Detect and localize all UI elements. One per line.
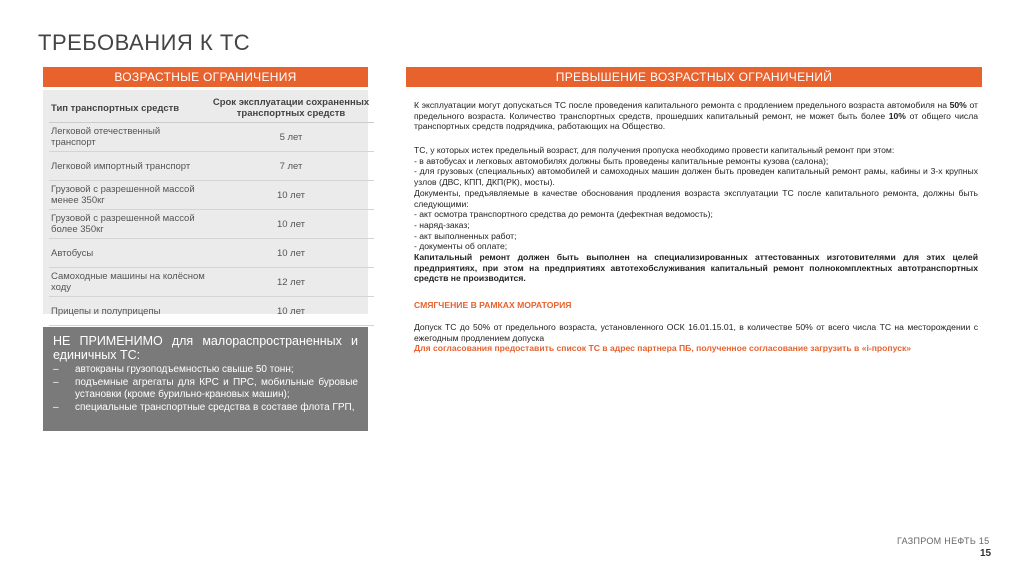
table-cell-type: Самоходные машины на колёсном ходу (49, 268, 208, 297)
text-run: К эксплуатации могут допускаться ТС после проведения капитального ремонта с продлением предельного возраста автомобиля на (414, 100, 950, 110)
text-line: Документы, предъявляемые в качестве обоснования продления возраста эксплуатации ТС после капитального ремонта, должны быть следующими: (414, 187, 978, 209)
text-line: - в автобусах и легковых автомобилях должны быть проведены капитальные ремонты кузова (салона); (414, 155, 829, 166)
list-item-text: автокраны грузоподъемностью свыше 50 тонн; (75, 364, 294, 375)
not-applicable-box (43, 327, 368, 431)
text-run-bold: 10% (888, 110, 906, 121)
text-line: - акт осмотра транспортного средства до ремонта (дефектная ведомость); (414, 209, 713, 220)
table-cell-term: 12 лет (208, 268, 374, 297)
table-cell-term: 7 лет (208, 152, 374, 181)
table-cell-type: Автобусы (49, 239, 208, 268)
text-run-bold: 50% (949, 100, 967, 110)
list-item: – специальные транспортные средства в составе флота ГРП, (53, 401, 355, 413)
moratorium-paragraph (414, 322, 978, 354)
list-item: – автокраны грузоподъемностью свыше 50 тонн; (53, 364, 294, 375)
page-number: 15 (980, 548, 992, 559)
list-item: – подъемные агрегаты для КРС и ПРС, мобильные буровые установки (кроме бурильно-крановых машин); (53, 376, 358, 400)
text-line: - наряд-заказ; (414, 219, 470, 230)
table-header-type: Тип транспортных средств (49, 94, 208, 123)
table-cell-term: 10 лет (208, 239, 374, 268)
table-row (49, 152, 374, 181)
table-cell-term: 10 лет (208, 297, 374, 326)
footer-brand: ГАЗПРОМ НЕФТЬ 15 (897, 536, 990, 546)
approval-instruction: Для согласования предоставить список ТС в адрес партнера ПБ, полученное согласование загрузить в «i-пропуск» (414, 343, 912, 354)
table-header-term: Срок эксплуатации сохраненных транспортных средств (208, 94, 374, 123)
table-cell-term: 10 лет (208, 181, 374, 210)
not-applicable-list (53, 364, 358, 414)
text-line: ТС, у которых истек предельный возраст, для получения пропуска необходимо провести капитальный ремонт при этом: (414, 145, 895, 155)
table-row (49, 297, 374, 326)
list-item-text: подъемные агрегаты для КРС и ПРС, мобильные буровые установки (кроме бурильно-крановых машин); (75, 376, 358, 400)
list-item-text: специальные транспортные средства в составе флота ГРП, (75, 401, 355, 413)
text-line-bold: Капитальный ремонт должен быть выполнен на специализированных аттестованных изготовителями для этих целей предприятиях, при этом на предприятиях автотехобслуживания капитальный ремонт полнокомплектных автотранспортных средств не производится. (414, 252, 978, 284)
table-cell-type: Грузовой с разрешенной массой менее 350кг (49, 181, 208, 210)
table-row (49, 181, 374, 210)
table-row (49, 210, 374, 239)
age-limits-header: ВОЗРАСТНЫЕ ОГРАНИЧЕНИЯ (43, 67, 368, 87)
text-line: - для грузовых (специальных) автомобилей и самоходных машин должен быть проведен капитальный ремонт рамы, кабины и 3-х крупных узлов (ДВС, КПП, ДКП(РК), мосты). (414, 166, 978, 188)
text-run: от общего числа транспортных средств подрядчика, работающих на Общество. (414, 110, 978, 132)
table-cell-term: 10 лет (208, 210, 374, 239)
expired-age-requirements (414, 145, 978, 284)
text-line: Допуск ТС до 50% от предельного возраста, установленного ОСК 16.01.15.01, в количестве 50% от всего числа ТС на месторождении с ежегодным продлением допуска (414, 322, 978, 343)
page-title: ТРЕБОВАНИЯ К ТС (38, 30, 251, 55)
table-cell-type: Легковой отечественный транспорт (49, 123, 208, 152)
age-limits-exceeded-header: ПРЕВЫШЕНИЕ ВОЗРАСТНЫХ ОГРАНИЧЕНИЙ (406, 67, 982, 87)
text-line: - акт выполненных работ; (414, 230, 517, 241)
not-applicable-heading: НЕ ПРИМЕНИМО для малораспространенных и единичных ТС: (53, 334, 358, 362)
table-cell-type: Грузовой с разрешенной массой более 350кг (49, 210, 208, 239)
age-limits-table (49, 94, 374, 326)
table-row (49, 268, 374, 297)
table-cell-type: Легковой импортный транспорт (49, 152, 208, 181)
capital-repair-paragraph (414, 100, 978, 132)
age-limits-table-panel (43, 90, 370, 317)
table-cell-term: 5 лет (208, 123, 374, 152)
table-row (49, 123, 374, 152)
moratorium-heading: СМЯГЧЕНИЕ В РАМКАХ МОРАТОРИЯ (414, 300, 572, 310)
table-cell-type: Прицепы и полуприцепы (49, 297, 208, 326)
text-line: - документы об оплате; (414, 241, 508, 252)
text-run: от предельного возраста. Количество транспортных средств, прошедших капитальный ремонт, не может быть более (414, 100, 978, 121)
table-row (49, 239, 374, 268)
